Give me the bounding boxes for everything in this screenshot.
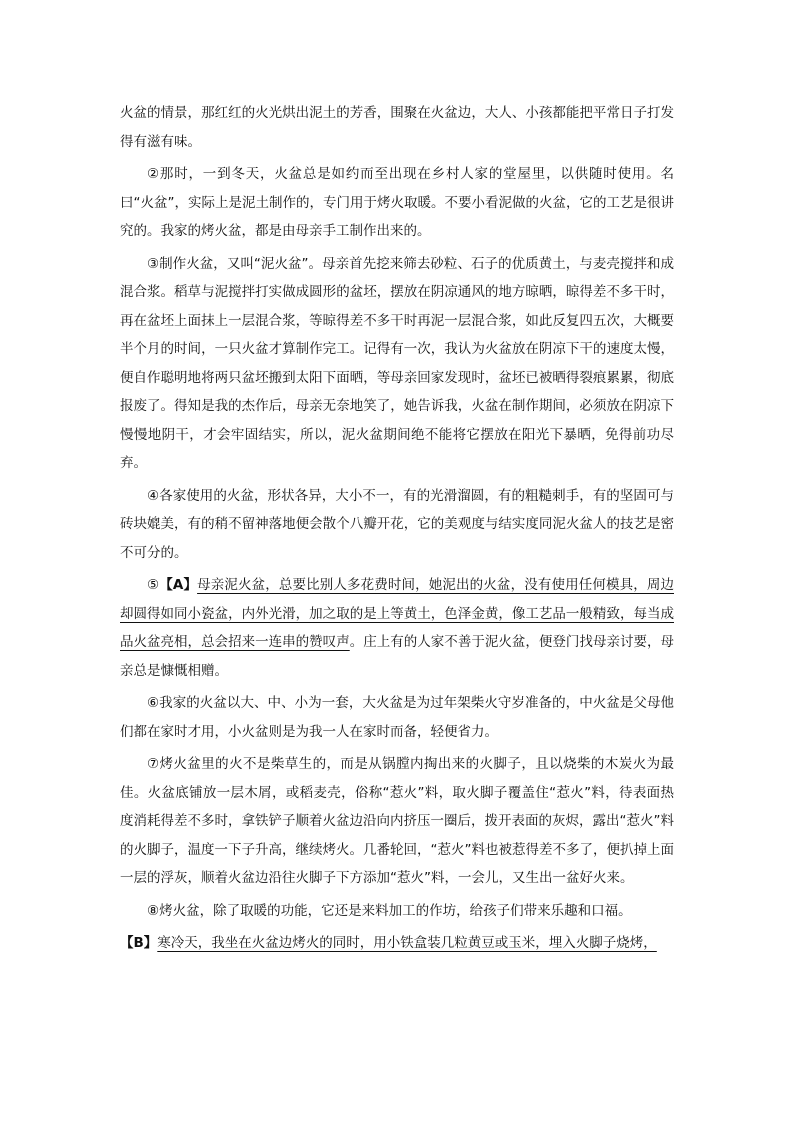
- underlined-passage-b: 寒冷天，我坐在火盆边烤火的同时，用小铁盒装几粒黄豆或玉米，埋入火脚子烧烤，: [157, 935, 657, 951]
- paragraph-continued: 火盆的情景，那红红的火光烘出泥土的芳香，围聚在火盆边，大人、小孩都能把平常日子打发得有滋有味。: [120, 105, 674, 150]
- paragraph-8: ⑧烤火盆，除了取暖的功能，它还是来料加工的作坊，给孩子们带来乐趣和口福。: [147, 902, 632, 919]
- paragraph-7: ⑦烤火盆里的火不是柴草生的，而是从锅膛内掏出来的火脚子，且以烧柴的木炭火为最佳。火盆底铺放一层木屑，或稻麦壳，俗称“惹火”料，取火脚子覆盖住“惹火”料，待表面热度消耗得差不多时，拿铁铲子顺着火盆边沿向内挤压一圈后，拨开表面的灰烬，露出“惹火”料的火脚子，温度一下子升高，继续烤火。几番轮回，“惹火”料也被惹得差不多了，便扒掉上面一层的浮灰，顺着火盆边沿往火脚子下方添加“惹火”料，一会儿，又生出一盆好火来。: [120, 756, 674, 886]
- paragraph-6: ⑥我家的火盆以大、中、小为一套，大火盆是为过年架柴火守岁准备的，中火盆是父母他们都在家时才用，小火盆则是为我一人在家时而备，轻便省力。: [120, 695, 674, 740]
- paragraph-5-number: ⑤: [147, 577, 160, 593]
- paragraph-2: ②那时，一到冬天，火盆总是如约而至出现在乡村人家的堂屋里，以供随时使用。名曰“火盆”，实际上是泥土制作的，专门用于烤火取暖。不要小看泥做的火盆，它的工艺是很讲究的。我家的烤火盆，都是由母亲手工制作出来的。: [120, 166, 674, 239]
- paragraph-4: ④各家使用的火盆，形状各异，大小不一，有的光滑溜圆，有的粗糙刺手，有的坚固可与砖块媲美，有的稍不留神落地便会散个八瓣开花，它的美观度与结实度同泥火盆人的技艺是密不可分的。: [120, 487, 674, 561]
- paragraph-5: [120, 571, 674, 685]
- paragraph-5-rest: 。庄上有的人家不善于泥火盆，便登门找母亲讨要，母亲总是慷慨相赠。: [120, 634, 675, 679]
- marker-b: 【B】: [120, 935, 158, 951]
- marker-a: 【A】: [159, 577, 198, 593]
- paragraph-3: ③制作火盆，又叫“泥火盆”。母亲首先挖来筛去砂粒、石子的优质黄土，与麦壳搅拌和成混合浆。稻草与泥搅拌打实做成圆形的盆坯，摆放在阴凉通风的地方晾晒，晾得差不多干时，再在盆坯上面抹上一层混合浆，等晾得差不多干时再泥一层混合浆，如此反复四五次，大概要半个月的时间，一只火盆才算制作完工。记得有一次，我认为火盆放在阴凉下干的速度太慢，便自作聪明地将两只盆坯搬到太阳下面晒，等母亲回家发现时，盆坯已被晒得裂痕累累，彻底报废了。得知是我的杰作后，母亲无奈地笑了，她告诉我，火盆在制作期间，必须放在阴凉下慢慢地阴干，才会牢固结实，所以，泥火盆期间绝不能将它摆放在阳光下暴晒，免得前功尽弃。: [120, 255, 674, 471]
- paragraph-9: [120, 929, 674, 958]
- underlined-passage-a: 母亲泥火盆，总要比别人多花费时间，她泥出的火盆，没有使用任何模具，周边却圆得如同小瓷盆，内外光滑，加之取的是上等黄土，色泽金黄，像工艺品一般精致，每当成品火盆亮相，总会招来一连串的赞叹声: [120, 577, 674, 650]
- article-body: [120, 99, 674, 962]
